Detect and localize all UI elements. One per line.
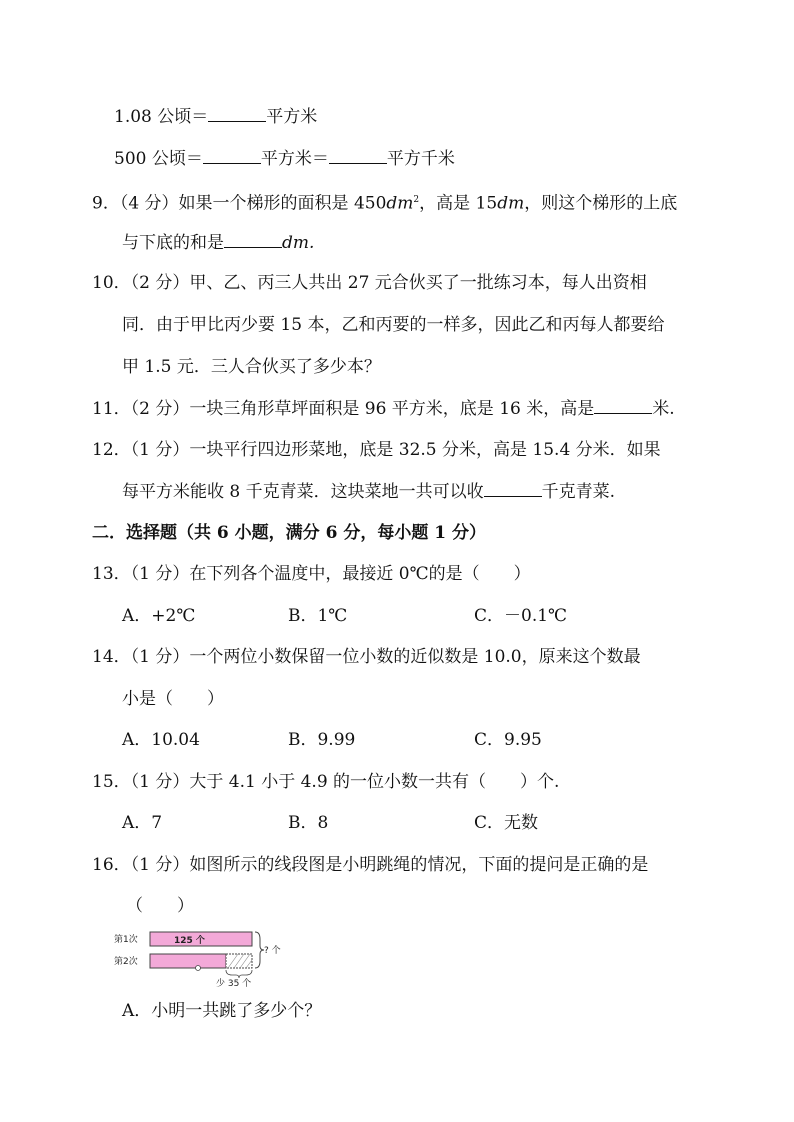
answer-blank[interactable] [208,103,266,122]
question-14-line-2 [122,686,224,712]
question-text: 米. [652,399,675,419]
question-text: （2 分）甲、乙、丙三人共出 27 元合伙买了一批练习本，每人出资相 [130,273,647,293]
answer-blank[interactable] [203,145,261,164]
unit-line-2-prefix: 500 公顷＝ [114,149,203,169]
question-10-line-3 [122,354,381,380]
question-number: 9． [92,193,120,214]
question-16-line-2 [126,893,194,919]
question-number: 13． [92,564,131,584]
question-9-line-2 [122,229,314,256]
question-text: 同．由于甲比丙少要 15 本，乙和丙要的一样多，因此乙和丙每人都要给 [122,315,665,335]
option-c[interactable]: C．9.95 [474,730,542,750]
answer-blank[interactable] [224,229,282,248]
option-c[interactable]: C．－0.1℃ [474,606,568,626]
question-10-line-1 [92,270,647,296]
brace-label: ? 个 [264,946,281,956]
right-brace [255,932,264,968]
option-b[interactable]: B．9.99 [288,730,356,750]
unit-dm: dm [386,193,414,214]
option-a[interactable]: A．7 [122,813,163,833]
unit-line-2-suffix: 平方千米 [386,149,455,169]
question-text: ，高是 15 [419,193,498,214]
question-text: （1 分）大于 4.1 小于 4.9 的一位小数一共有（ ）个. [130,772,560,792]
unit-dm: dm [497,193,525,214]
question-number: 11． [92,399,131,419]
question-number: 15． [92,772,131,792]
less-label: 少 35 个 [216,979,252,987]
option-c[interactable]: C．无数 [474,813,539,833]
question-text: （1 分）在下列各个温度中，最接近 0℃的是（ ） [130,564,531,584]
question-13 [92,561,531,587]
question-text: （1 分）一块平行四边形菜地，底是 32.5 分米，高是 15.4 分米．如果 [130,440,661,460]
split-marker [196,966,201,971]
option-a[interactable]: A．10.04 [122,730,200,750]
question-text: 千克青菜. [541,482,616,502]
question-text: （ ） [126,896,194,916]
question-text: （1 分）如图所示的线段图是小明跳绳的情况，下面的提问是正确的是 [130,855,649,875]
question-10-line-2 [122,312,664,338]
option-a[interactable]: A．+2℃ [122,606,196,626]
answer-blank[interactable] [594,395,652,414]
question-number: 14． [92,647,131,667]
question-text: 与下底的和是 [122,233,224,253]
question-12-line-2 [122,478,615,505]
section-title: 二．选择题（共 6 小题，满分 6 分，每小题 1 分） [92,523,486,543]
question-text: 每平方米能收 8 千克青菜．这块菜地一共可以收 [122,482,484,502]
unit-line-2-mid: 平方米＝ [260,149,329,169]
question-number: 16． [92,855,131,875]
answer-blank[interactable] [484,478,542,497]
row-2-label: 第2次 [114,957,138,967]
question-12-line-1 [92,437,661,463]
option-b[interactable]: B．1℃ [288,606,348,626]
question-text: （2 分）一块三角形草坪面积是 96 平方米，底是 16 米，高是 [130,399,595,419]
bottom-brace [226,970,252,978]
unit-line-1 [114,103,317,130]
question-16-line-1 [92,852,648,878]
answer-blank[interactable] [329,145,387,164]
unit-line-2 [114,145,455,172]
unit-line-1-suffix: 平方米 [266,107,318,127]
question-number: 12． [92,440,131,460]
row-2-bar [150,954,226,968]
unit-dm: dm. [282,233,315,253]
question-text: ，则这个梯形的上底 [524,193,678,214]
question-text: 甲 1.5 元．三人合伙买了多少本？ [122,357,381,377]
superscript: 2 [413,195,420,205]
question-text: （1 分）一个两位小数保留一位小数的近似数是 10.0，原来这个数最 [130,647,641,667]
question-number: 10． [92,273,131,293]
unit-line-1-prefix: 1.08 公顷＝ [114,107,209,127]
question-11 [92,395,675,422]
question-text: 小是（ ） [122,689,224,709]
question-text: （4 分）如果一个梯形的面积是 450 [119,193,387,214]
row-1-value: 125 个 [174,936,205,946]
segment-diagram [114,925,294,987]
question-9-line-1 [92,187,677,217]
option-b[interactable]: B．8 [288,813,329,833]
question-15 [92,769,559,795]
question-14-line-1 [92,644,641,670]
row-1-label: 第1次 [114,935,138,945]
option-a[interactable]: A．小明一共跳了多少个？ [122,1001,322,1021]
